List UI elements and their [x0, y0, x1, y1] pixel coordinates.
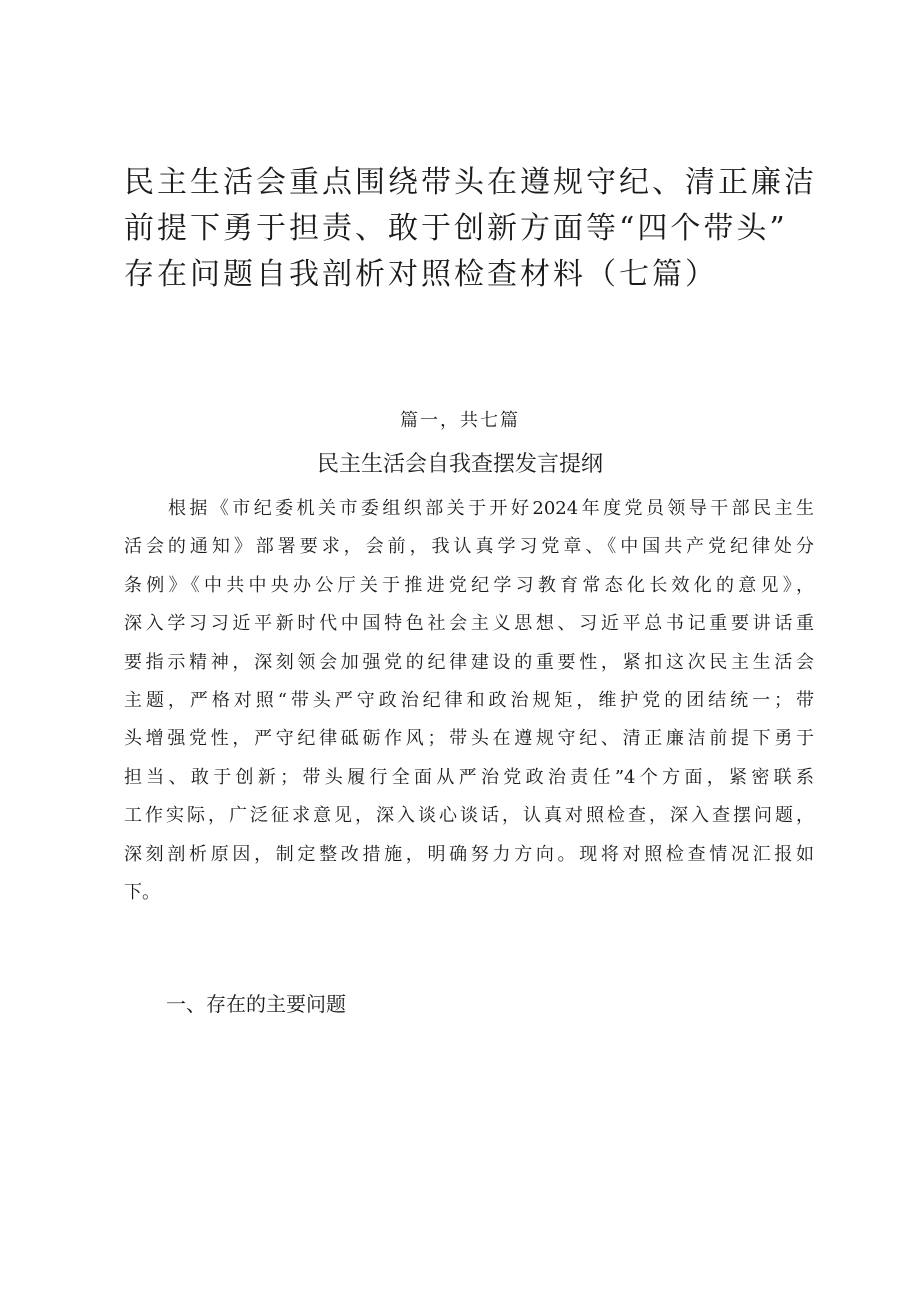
paragraph-line: 要指示精神，深刻领会加强党的纪律建设的重要性，紧扣这次民主生活会 — [124, 651, 814, 673]
body-paragraph — [124, 490, 814, 912]
paragraph-line: 条例》《中共中央办公厅关于推进党纪学习教育常态化长效化的意见》， — [124, 574, 814, 596]
heading-level-1: 一、存在的主要问题 — [166, 992, 346, 1016]
paragraph-line: 头增强党性，严守纪律砥砺作风；带头在遵规守纪、清正廉洁前提下勇于 — [124, 728, 814, 750]
paragraph-line: 担当、敢于创新；带头履行全面从严治党政治责任”4个方面，紧密联系 — [124, 766, 814, 788]
paragraph-line: 下。 — [124, 882, 160, 904]
document-title — [124, 160, 817, 298]
title-line: 存在问题自我剖析对照检查材料（七篇） — [124, 257, 718, 292]
paragraph-line: 主题，严格对照“带头严守政治纪律和政治规矩，维护党的团结统一；带 — [124, 690, 814, 712]
paragraph-line: 工作实际，广泛征求意见，深入谈心谈话，认真对照检查，深入查摆问题， — [124, 805, 814, 827]
part-label: 篇一，共七篇 — [400, 410, 520, 431]
paragraph-line: 根据《市纪委机关市委组织部关于开好2024年度党员领导干部民主生 — [168, 498, 814, 519]
section-title: 民主生活会自我查摆发言提纲 — [316, 452, 603, 477]
paragraph-line: 活会的通知》部署要求，会前，我认真学习党章、《中国共产党纪律处分 — [124, 536, 814, 558]
paragraph-line: 深入学习习近平新时代中国特色社会主义思想、习近平总书记重要讲话重 — [124, 613, 814, 635]
paragraph-line: 深刻剖析原因，制定整改措施，明确努力方向。现将对照检查情况汇报如 — [124, 843, 814, 865]
title-line: 前提下勇于担责、敢于创新方面等“四个带头” — [124, 211, 788, 246]
title-line: 民主生活会重点围绕带头在遵规守纪、清正廉洁 — [124, 165, 817, 200]
